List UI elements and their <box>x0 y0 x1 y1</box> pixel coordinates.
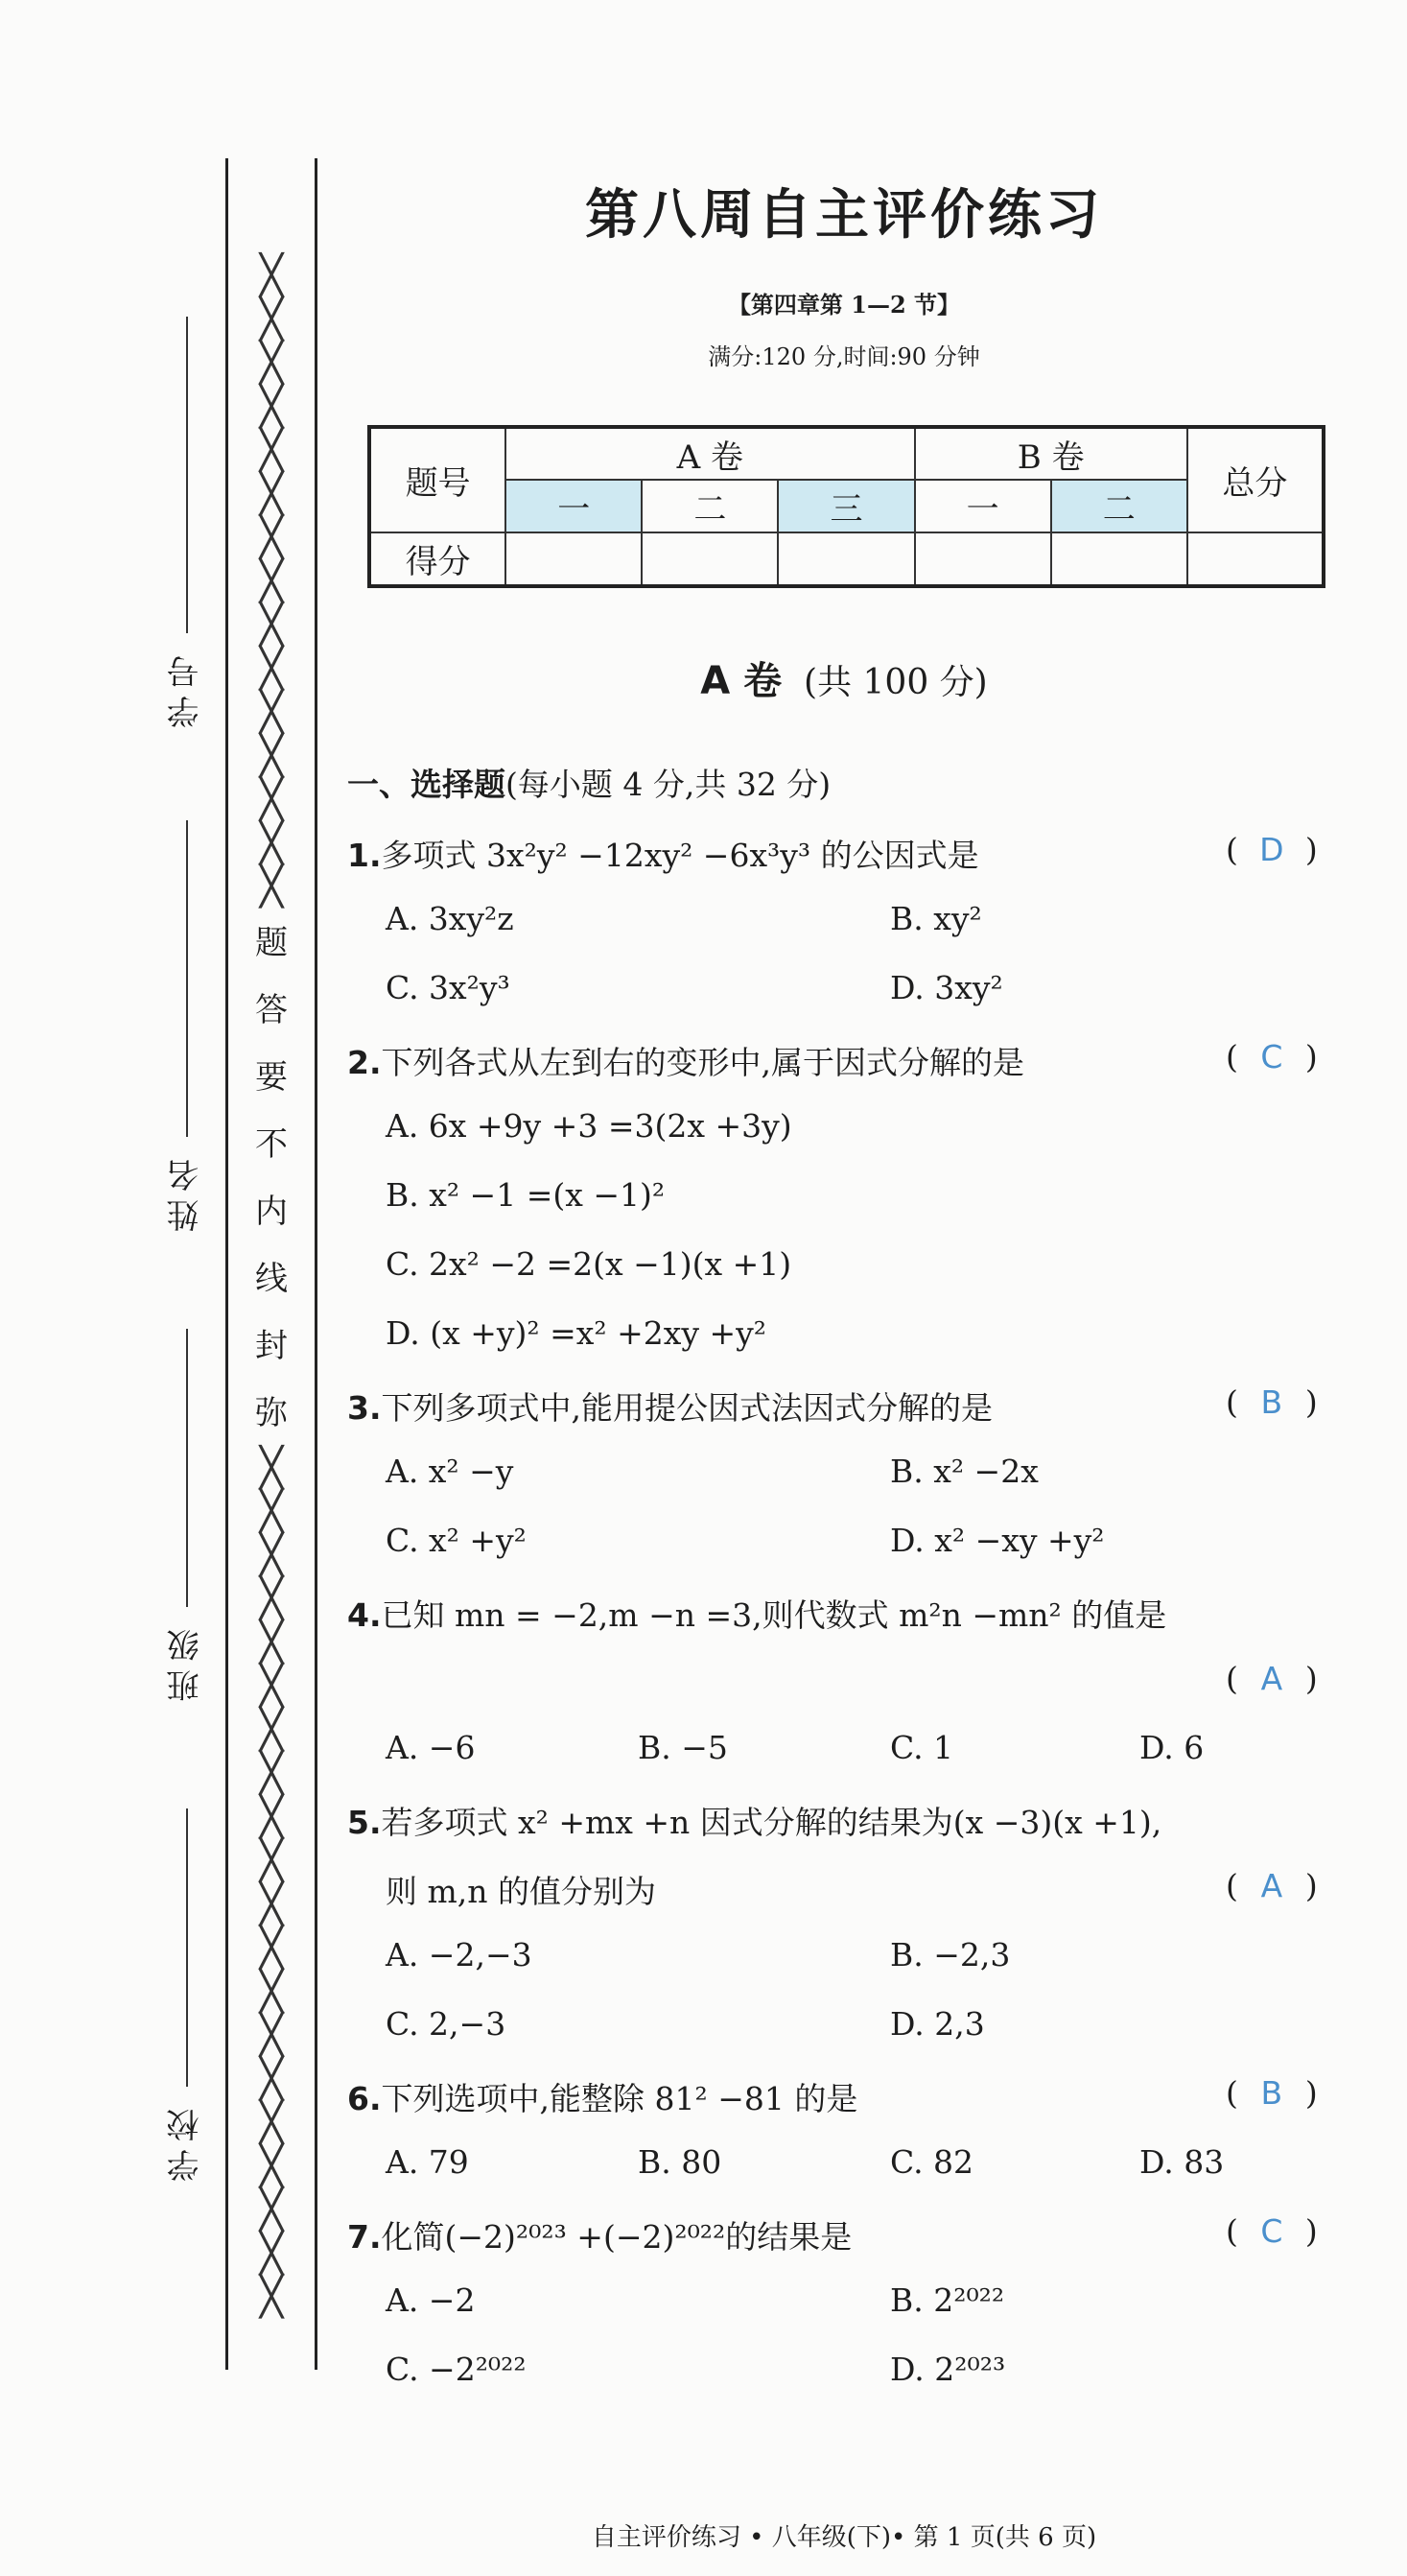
option: C. −2²⁰²² <box>386 2351 527 2388</box>
answer-slot: ( A ) <box>1226 1867 1318 1904</box>
option: A. x² −y <box>386 1453 514 1490</box>
field-underline <box>186 1329 188 1607</box>
option: B. 2²⁰²² <box>890 2281 1005 2319</box>
option: A. 3xy²z <box>386 900 514 937</box>
x-mark: ╳ <box>259 1576 284 1620</box>
score-cell[interactable] <box>642 532 778 586</box>
field-label: 学校 <box>167 2101 205 2182</box>
x-mark: ╳ <box>259 1838 284 1882</box>
option: D. 3xy² <box>890 969 1003 1006</box>
col-a1: 一 <box>505 480 642 532</box>
x-mark: ╳ <box>259 341 284 385</box>
exam-meta: 满分:120 分,时间:90 分钟 <box>708 343 980 370</box>
option: D. 2,3 <box>890 2005 985 2043</box>
seal-char: 弥 <box>255 1393 288 1432</box>
x-mark: ╳ <box>259 1751 284 1795</box>
option: B. xy² <box>890 900 982 937</box>
x-mark: ╳ <box>259 864 284 909</box>
option: D. 83 <box>1139 2143 1225 2181</box>
answer-value: D <box>1259 831 1284 868</box>
section-title: A 卷 <box>700 659 783 703</box>
option: A. −2,−3 <box>386 1936 532 1973</box>
question-stem: 4.已知 mn = −2,m −n =3,则代数式 m²n −mn² 的值是 <box>347 1596 1167 1634</box>
x-mark: ╳ <box>259 296 284 342</box>
seal-char: 不 <box>255 1124 288 1164</box>
x-mark: ╳ <box>259 1707 284 1752</box>
option: C. 82 <box>890 2143 974 2181</box>
option: C. 2,−3 <box>386 2005 506 2043</box>
x-mark: ╳ <box>259 253 284 297</box>
x-mark: ╳ <box>259 471 284 516</box>
option: C. 3x²y³ <box>386 969 510 1006</box>
option: B. −2,3 <box>890 1936 1011 1973</box>
question-stem: 6.下列选项中,能整除 81² −81 的是 <box>347 2080 858 2117</box>
option: B. x² −1 =(x −1)² <box>386 1176 666 1214</box>
field-class <box>134 1329 240 1732</box>
field-name <box>134 820 240 1262</box>
x-mark: ╳ <box>259 2231 284 2276</box>
seal-char: 要 <box>255 1057 288 1097</box>
page-footer: 自主评价练习 • 八年级(下)• 第 1 页(共 6 页) <box>591 2523 1097 2552</box>
answer-value: B <box>1260 2074 1283 2112</box>
question-stem-cont: 则 m,n 的值分别为 <box>386 1873 657 1910</box>
part-note: (每小题 4 分,共 32 分) <box>505 766 832 803</box>
page-title: 第八周自主评价练习 <box>585 184 1103 247</box>
score-cell[interactable] <box>1051 532 1187 586</box>
answer-slot: ( A ) <box>1226 1660 1318 1697</box>
x-mark: ╳ <box>259 733 284 778</box>
x-mark: ╳ <box>259 1881 284 1926</box>
answer-value: C <box>1260 1038 1283 1075</box>
chapter-range: 【第四章第 1—2 节】 <box>727 291 961 319</box>
field-underline <box>186 317 188 633</box>
x-mark: ╳ <box>259 2187 284 2232</box>
x-mark: ╳ <box>259 1926 284 1970</box>
answer-slot: ( C ) <box>1226 1038 1318 1075</box>
field-label: 班级 <box>167 1621 205 1702</box>
col-b1: 一 <box>915 480 1051 532</box>
seal-column <box>247 254 295 2320</box>
x-mark: ╳ <box>259 690 284 734</box>
x-mark: ╳ <box>259 2100 284 2144</box>
col-b2: 二 <box>1051 480 1187 532</box>
answer-slot: ( D ) <box>1226 831 1318 868</box>
option: B. x² −2x <box>890 1453 1039 1490</box>
field-label: 学号 <box>167 648 205 728</box>
field-school <box>134 1808 240 2211</box>
answer-value: B <box>1260 1383 1283 1421</box>
x-mark: ╳ <box>259 1619 284 1665</box>
answer-slot: ( C ) <box>1226 2212 1318 2250</box>
score-cell[interactable] <box>505 532 642 586</box>
x-mark: ╳ <box>259 1489 284 1533</box>
field-underline <box>186 820 188 1137</box>
x-mark: ╳ <box>259 2275 284 2319</box>
x-mark: ╳ <box>259 1969 284 2014</box>
score-cell[interactable] <box>915 532 1051 586</box>
x-mark: ╳ <box>259 1532 284 1577</box>
binding-line-right <box>315 158 317 2370</box>
x-mark: ╳ <box>259 2056 284 2101</box>
answer-slot: ( B ) <box>1226 1383 1318 1421</box>
section-heading <box>537 650 1151 705</box>
x-mark: ╳ <box>259 777 284 821</box>
field-label: 姓名 <box>167 1151 205 1232</box>
x-mark: ╳ <box>259 1445 284 1490</box>
field-student-id <box>134 317 240 748</box>
option: D. x² −xy +y² <box>890 1522 1105 1559</box>
group-a-header: A 卷 <box>505 427 914 480</box>
col-a3: 三 <box>778 480 914 532</box>
x-mark: ╳ <box>259 515 284 559</box>
question-stem: 1.多项式 3x²y² −12xy² −6x³y³ 的公因式是 <box>347 837 979 874</box>
x-mark: ╳ <box>259 2143 284 2188</box>
question-stem: 7.化简(−2)²⁰²³ +(−2)²⁰²²的结果是 <box>347 2218 853 2256</box>
option: A. −2 <box>386 2281 476 2319</box>
field-underline <box>186 1808 188 2087</box>
option: A. 79 <box>386 2143 469 2181</box>
x-mark: ╳ <box>259 603 284 647</box>
x-mark: ╳ <box>259 1794 284 1839</box>
answer-slot: ( B ) <box>1226 2074 1318 2112</box>
part-title: 一、选择题 <box>347 766 505 803</box>
seal-char: 线 <box>255 1259 288 1298</box>
option: A. −6 <box>386 1729 476 1766</box>
option: D. 6 <box>1139 1729 1205 1766</box>
x-mark: ╳ <box>259 1664 284 1708</box>
question-stem: 3.下列多项式中,能用提公因式法因式分解的是 <box>347 1389 993 1427</box>
row-label-question: 题号 <box>369 427 505 532</box>
part-heading <box>347 760 831 805</box>
score-table <box>367 425 1325 588</box>
total-header: 总分 <box>1187 427 1324 532</box>
option: D. 2²⁰²³ <box>890 2351 1006 2388</box>
col-a2: 二 <box>642 480 778 532</box>
seal-char: 题 <box>255 923 288 962</box>
option: D. (x +y)² =x² +2xy +y² <box>386 1314 767 1352</box>
group-b-header: B 卷 <box>915 427 1187 480</box>
section-points: (共 100 分) <box>804 663 988 702</box>
x-mark: ╳ <box>259 558 284 603</box>
answer-value: C <box>1260 2212 1283 2250</box>
seal-char: 封 <box>255 1326 288 1365</box>
seal-char: 答 <box>255 990 288 1029</box>
score-cell[interactable] <box>778 532 914 586</box>
option: C. 1 <box>890 1729 954 1766</box>
answer-value: A <box>1260 1660 1283 1697</box>
option: B. 80 <box>638 2143 722 2181</box>
question-stem: 2.下列各式从左到右的变形中,属于因式分解的是 <box>347 1044 1024 1081</box>
option: C. x² +y² <box>386 1522 527 1559</box>
option: C. 2x² −2 =2(x −1)(x +1) <box>386 1245 792 1283</box>
x-mark: ╳ <box>259 2013 284 2057</box>
score-cell-total[interactable] <box>1187 532 1324 586</box>
answer-value: A <box>1260 1867 1283 1904</box>
option: A. 6x +9y +3 =3(2x +3y) <box>386 1107 792 1145</box>
question-stem: 5.若多项式 x² +mx +n 因式分解的结果为(x −3)(x +1), <box>347 1804 1162 1841</box>
x-mark: ╳ <box>259 646 284 691</box>
row-label-score: 得分 <box>369 532 505 586</box>
option: B. −5 <box>638 1729 728 1766</box>
seal-char: 内 <box>255 1192 288 1231</box>
x-mark: ╳ <box>259 820 284 865</box>
x-mark: ╳ <box>259 384 284 429</box>
x-mark: ╳ <box>259 428 284 472</box>
